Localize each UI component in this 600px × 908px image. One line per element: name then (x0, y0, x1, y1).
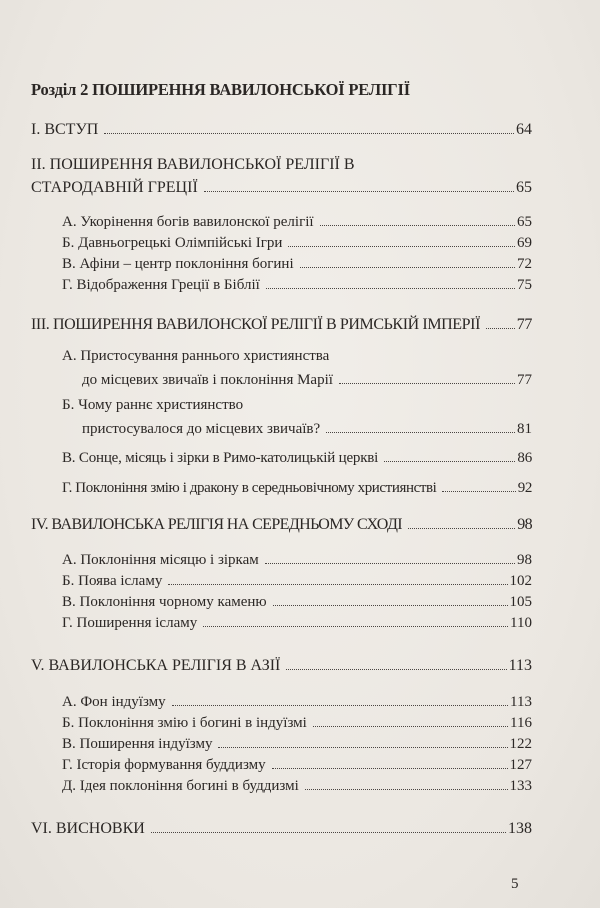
dot-leader (273, 605, 508, 606)
toc-item (62, 713, 532, 733)
toc-label: В. Поклоніння чорному каменю (62, 594, 267, 610)
toc-label: В. Афіни – центр поклоніння богині (62, 256, 294, 272)
toc-label: А. Укорінення богів вавилонскої релігії (62, 214, 314, 230)
toc-label: А. Фон індуїзму (62, 694, 166, 710)
toc-label: III. ПОШИРЕННЯ ВАВИЛОНСКОЇ РЕЛІГІЇ В РИМСЬКІЙ ІМПЕРІЇ (31, 316, 481, 333)
toc-item (62, 233, 532, 253)
toc-item (62, 478, 532, 498)
toc-item (62, 550, 532, 570)
toc-page: 98 (517, 552, 532, 568)
toc-page: 69 (517, 235, 532, 251)
toc-page: 122 (509, 736, 532, 752)
chapter-title: Розділ 2 ПОШИРЕННЯ ВАВИЛОНСЬКОЇ РЕЛІГІЇ (31, 80, 410, 99)
dot-leader (326, 432, 515, 433)
toc-page: 86 (517, 450, 532, 466)
toc-label: Д. Ідея поклоніння богині в буддизмі (62, 778, 299, 794)
toc-label: В. Сонце, місяць і зірки в Римо-католицькій церкві (62, 450, 379, 466)
dot-leader (286, 669, 506, 670)
toc-page: 102 (509, 573, 532, 589)
toc-page: 138 (508, 820, 532, 837)
dot-leader (408, 528, 515, 529)
toc-item (62, 613, 532, 633)
dot-leader (384, 461, 515, 462)
toc-page: 113 (510, 694, 532, 710)
toc-item-line1: Б. Чому раннє християнство (62, 397, 244, 413)
toc-label: Б. Давньогрецькі Олімпійські Ігри (62, 235, 283, 251)
toc-label: Г. Поклоніння змію і дракону в середньовічному християнстві (62, 480, 437, 496)
toc-page: 72 (517, 256, 532, 272)
toc-label: Г. Відображення Греції в Біблії (62, 277, 260, 293)
dot-leader (442, 491, 515, 492)
dot-leader (300, 267, 515, 268)
toc-page: 110 (510, 615, 532, 631)
toc-item (62, 776, 532, 796)
dot-leader (204, 191, 514, 192)
toc-label: Г. Історія формування буддизму (62, 757, 266, 773)
toc-label: пристосувалося до місцевих звичаїв? (82, 421, 321, 437)
toc-page: 116 (510, 715, 532, 731)
toc-section-4 (31, 515, 532, 535)
toc-page: 92 (517, 480, 532, 496)
toc-page: 98 (517, 516, 532, 533)
toc-label: А. Поклоніння місяцю і зіркам (62, 552, 259, 568)
dot-leader (320, 225, 515, 226)
toc-item (62, 755, 532, 775)
toc-item-line1: А. Пристосування раннього християнства (62, 348, 330, 364)
dot-leader (486, 328, 515, 329)
toc-label: СТАРОДАВНІЙ ГРЕЦІЇ (31, 179, 198, 196)
dot-leader (272, 768, 508, 769)
dot-leader (288, 246, 515, 247)
toc-section-1 (31, 120, 532, 140)
toc-page: 113 (508, 657, 532, 674)
toc-item (62, 592, 532, 612)
toc-page: 105 (509, 594, 532, 610)
toc-item (62, 734, 532, 754)
toc-page: 127 (509, 757, 532, 773)
dot-leader (151, 832, 506, 833)
page-number: 5 (511, 876, 519, 892)
toc-page: 77 (516, 316, 532, 333)
toc-section-2-line1: II. ПОШИРЕННЯ ВАВИЛОНСЬКОЇ РЕЛІГІЇ В (31, 156, 355, 173)
dot-leader (104, 133, 514, 134)
toc-label: Б. Поява ісламу (62, 573, 163, 589)
toc-section-2 (31, 178, 532, 198)
toc-item (62, 212, 532, 232)
dot-leader (172, 705, 508, 706)
dot-leader (265, 563, 515, 564)
toc-item (82, 419, 532, 439)
toc-section-6 (31, 819, 532, 839)
toc-item (82, 370, 532, 390)
toc-item (62, 254, 532, 274)
toc-label: Б. Поклоніння змію і богині в індуїзмі (62, 715, 307, 731)
toc-item (62, 448, 532, 468)
toc-label: В. Поширення індуїзму (62, 736, 213, 752)
dot-leader (339, 383, 515, 384)
toc-page: 133 (509, 778, 532, 794)
toc-label: Г. Поширення ісламу (62, 615, 198, 631)
toc-item (62, 571, 532, 591)
toc-label: до місцевих звичаїв і поклоніння Марії (82, 372, 333, 388)
toc-item (62, 275, 532, 295)
toc-page: 65 (516, 179, 532, 196)
toc-page: 65 (517, 214, 532, 230)
toc-label: IV. ВАВИЛОНСЬКА РЕЛІГІЯ НА СЕРЕДНЬОМУ СХОДІ (31, 516, 402, 533)
toc-label: I. ВСТУП (31, 121, 99, 138)
toc-page: 75 (517, 277, 532, 293)
toc-section-5 (31, 656, 532, 676)
toc-section-3 (31, 315, 532, 335)
dot-leader (203, 626, 508, 627)
dot-leader (266, 288, 515, 289)
toc-page: 81 (517, 421, 532, 437)
dot-leader (218, 747, 507, 748)
toc-item (62, 692, 532, 712)
toc-label: VI. ВИСНОВКИ (31, 820, 145, 837)
toc-page: 64 (516, 121, 532, 138)
dot-leader (305, 789, 508, 790)
dot-leader (313, 726, 508, 727)
toc-label: V. ВАВИЛОНСЬКА РЕЛІГІЯ В АЗІЇ (31, 657, 281, 674)
dot-leader (168, 584, 507, 585)
toc-page: 77 (517, 372, 532, 388)
